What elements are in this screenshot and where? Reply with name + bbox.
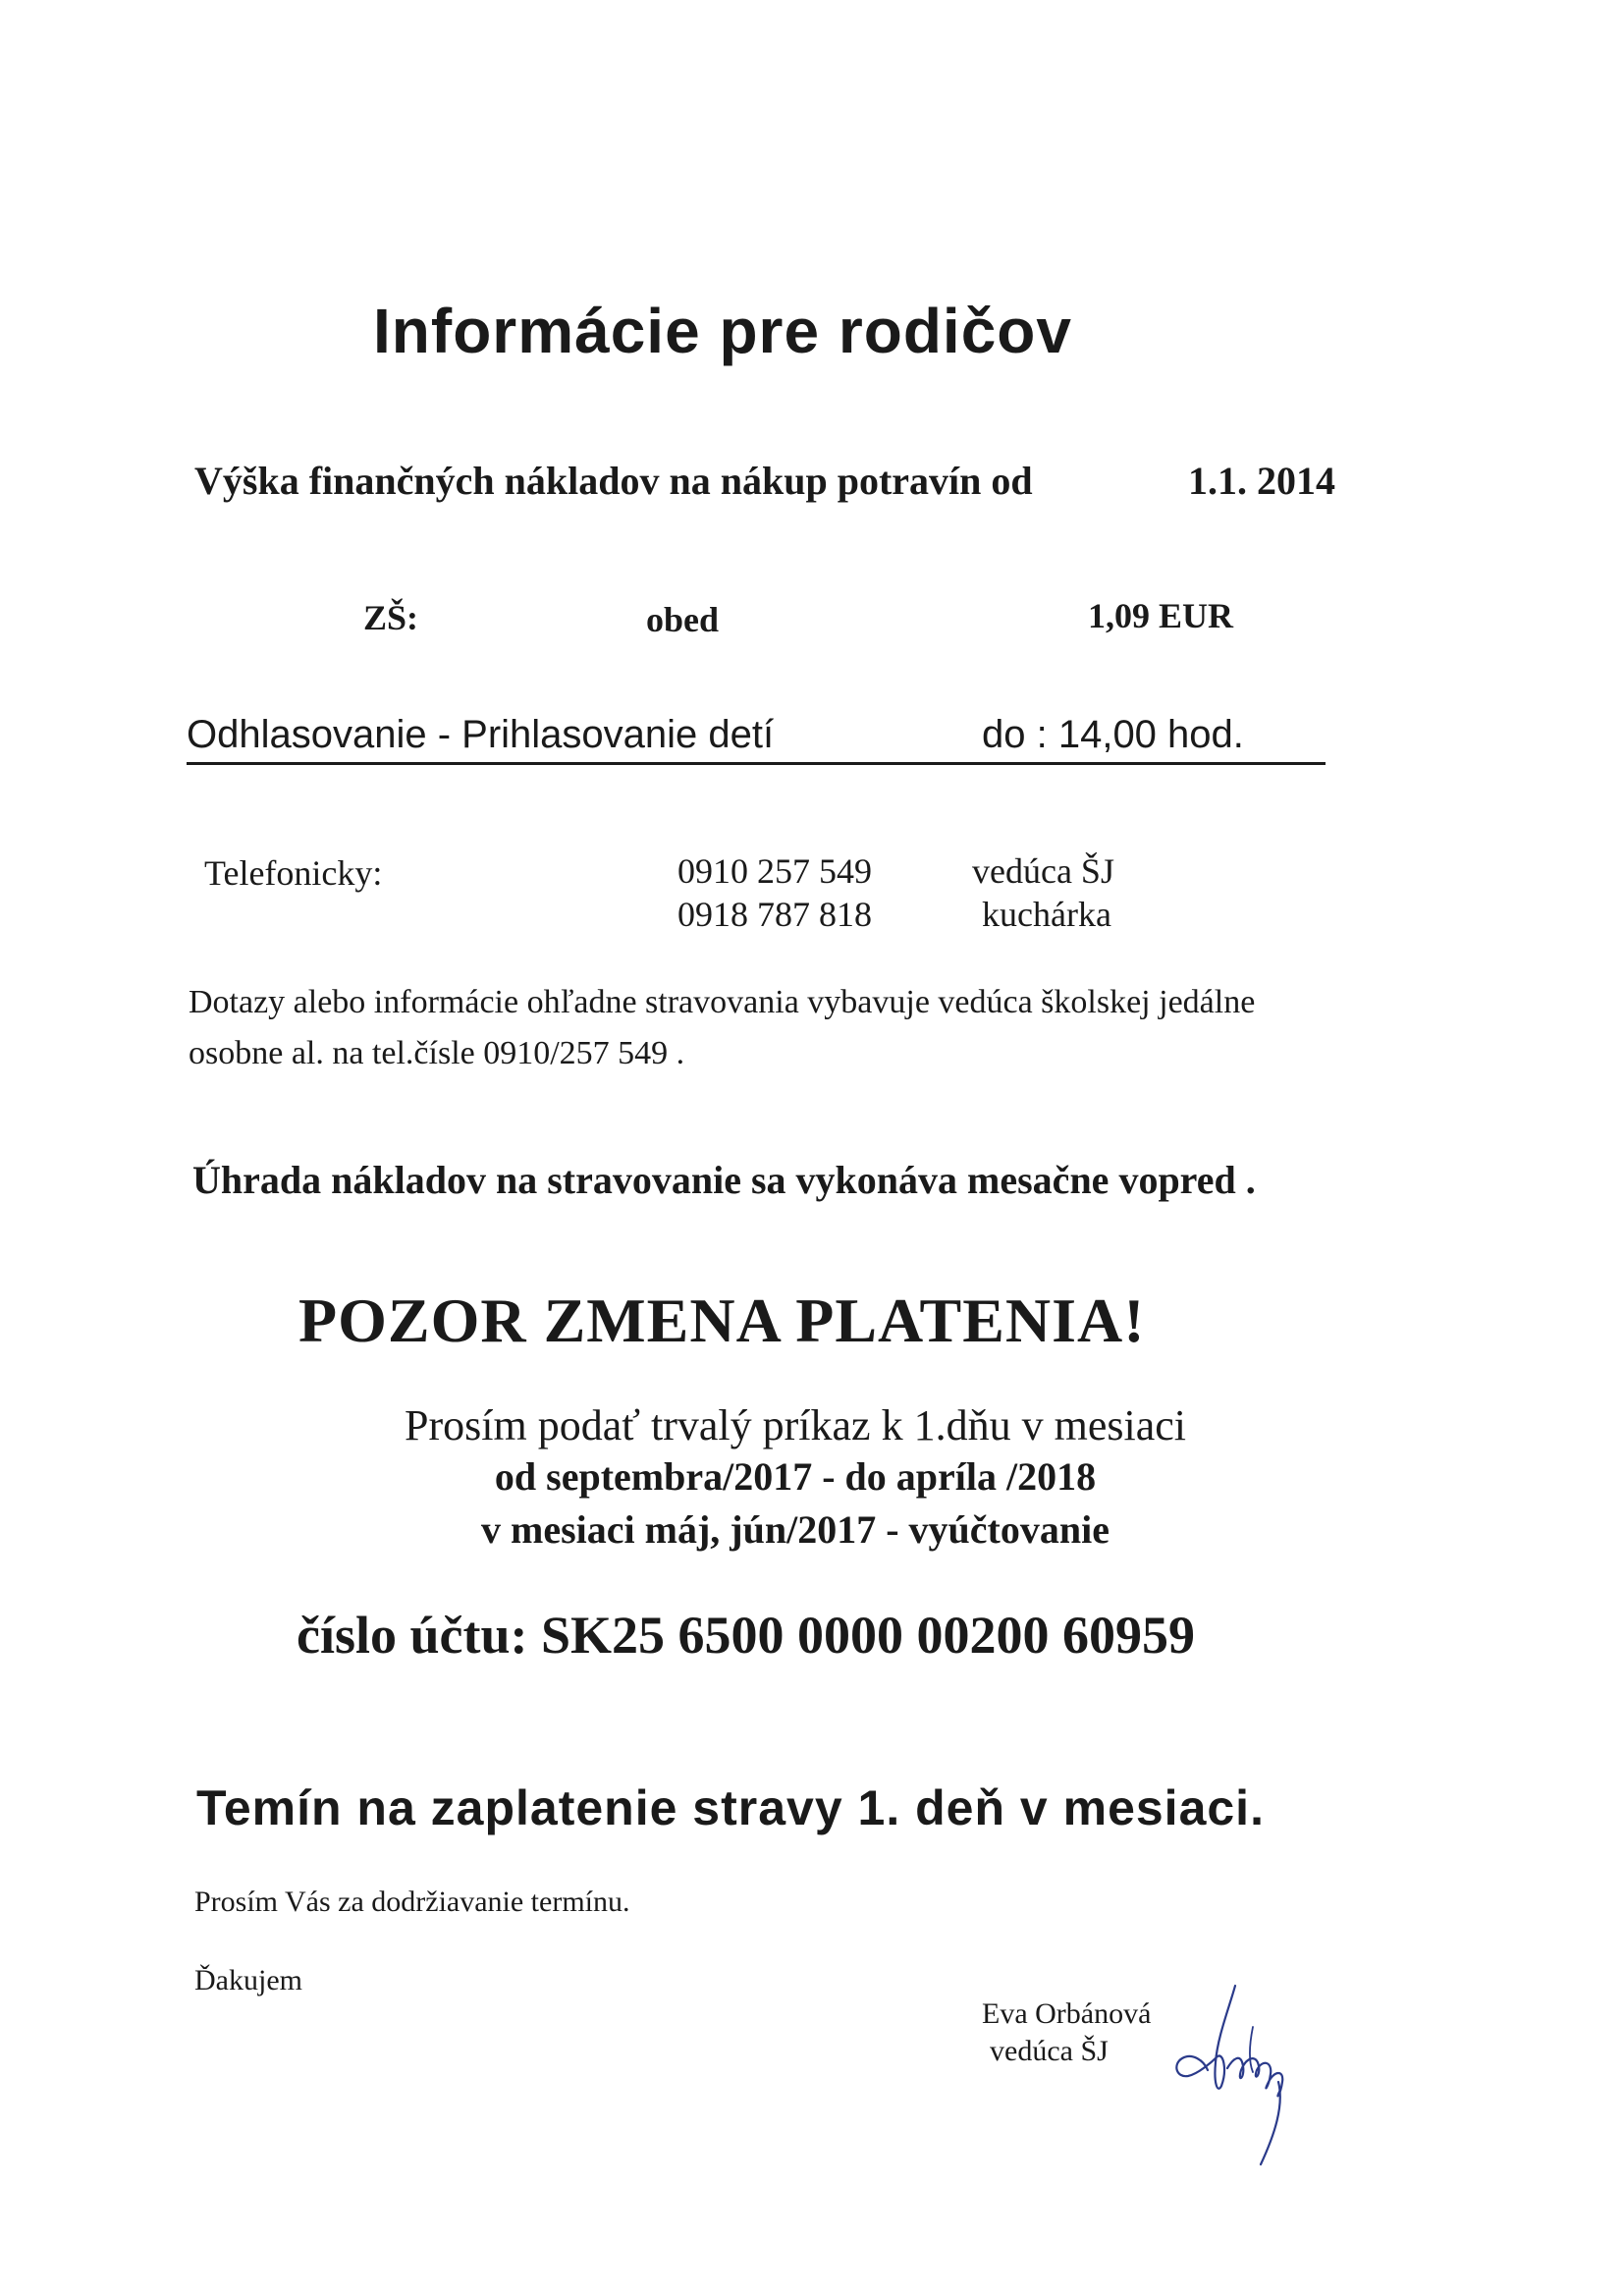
costs-heading: Výška finančných nákladov na nákup potravín od (194, 459, 1033, 503)
info-line-2: osobne al. na tel.čísle 0910/257 549 . (189, 1035, 685, 1071)
meal-label: obed (646, 600, 720, 639)
payment-term: Temín na zaplatenie stravy 1. deň v mesiaci. (196, 1780, 1265, 1835)
meal-price: 1,09 EUR (1088, 596, 1234, 635)
period-line: od septembra/2017 - do apríla /2018 (494, 1454, 1097, 1499)
warning-heading: POZOR ZMENA PLATENIA! (298, 1285, 1146, 1355)
closing-request: Prosím Vás za dodržiavanie termínu. (194, 1886, 630, 1918)
deadline-time: do : 14,00 hod. (982, 713, 1244, 756)
phone-role-2: kuchárka (982, 895, 1111, 934)
order-line: Prosím podať trvalý príkaz k 1.dňu v mesiaci (405, 1401, 1186, 1449)
billing-line: v mesiaci máj, jún/2017 - vyúčtovanie (481, 1507, 1110, 1552)
phone-number-1: 0910 257 549 (677, 851, 872, 891)
deadline-label: Odhlasovanie - Prihlasovanie detí (187, 713, 775, 756)
handwritten-signature-icon (1159, 1968, 1326, 2174)
phone-role-1: vedúca ŠJ (972, 851, 1114, 891)
page-title: Informácie pre rodičov (373, 296, 1072, 366)
costs-date: 1.1. 2014 (1188, 459, 1335, 503)
phone-number-2: 0918 787 818 (677, 895, 872, 934)
deadline-row (187, 713, 1326, 765)
signatory-role: vedúca ŠJ (990, 2035, 1109, 2067)
closing-thanks: Ďakujem (194, 1964, 302, 1996)
school-label: ZŠ: (363, 598, 419, 637)
info-line-1: Dotazy alebo informácie ohľadne stravovania vybavuje vedúca školskej jedálne (189, 984, 1256, 1020)
payment-note: Úhrada nákladov na stravovanie sa vykonáva mesačne vopred . (192, 1158, 1256, 1202)
phone-label: Telefonicky: (204, 853, 383, 893)
signatory-name: Eva Orbánová (982, 1997, 1152, 2030)
account-number: číslo účtu: SK25 6500 0000 00200 60959 (297, 1606, 1196, 1665)
